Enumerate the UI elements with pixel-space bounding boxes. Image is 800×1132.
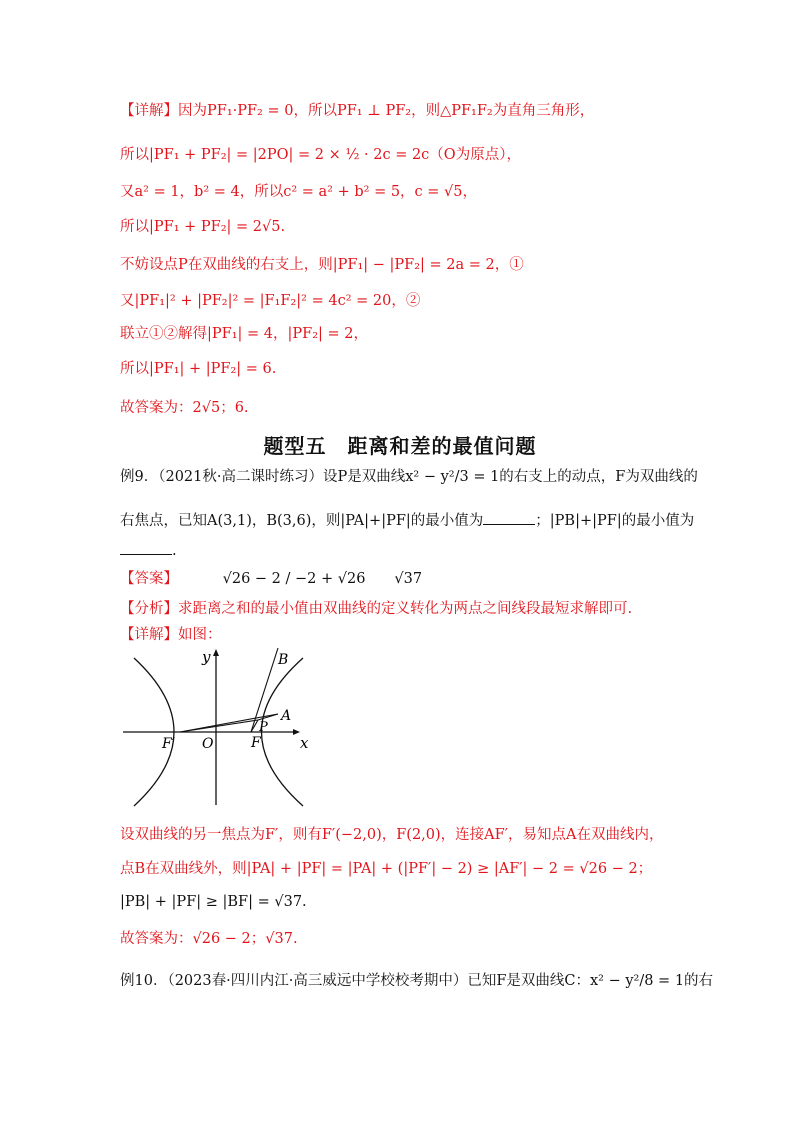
segment-fprime-p (180, 720, 258, 732)
ex9-sol-2: 点B在双曲线外，则|PA| + |PF| = |PA| + (|PF′| − 2) ≥ |AF′| − 2 = √26 − 2； (120, 861, 653, 877)
label-b: B (278, 652, 289, 668)
label-o: O (202, 736, 214, 752)
answer-line (120, 568, 422, 590)
answer-value: √26 − 2 / −2 + √26 √37 (222, 571, 423, 587)
s1-line-5: 不妨设点P在双曲线的右支上，则|PF₁| − |PF₂| = 2a = 2，① (120, 257, 524, 273)
section-heading: 题型五 距离和差的最值问题 (263, 434, 537, 458)
answer-blank-1 (483, 510, 535, 525)
ex9-line-1: 例9．（2021秋·高二课时练习）设P是双曲线x² − y²/3 = 1的右支上的动点，F为双曲线的 (120, 469, 698, 485)
s1-line-2: 所以|PF₁ + PF₂| = |2PO| = 2 × ½ · 2c = 2c（O为原点）， (120, 147, 521, 163)
answer-blank-2 (120, 540, 172, 555)
x-axis-arrow (293, 729, 300, 735)
y-axis-arrow (213, 649, 219, 656)
label-a: A (281, 708, 292, 724)
s1-line-8: 所以|PF₁| + |PF₂| = 6. (120, 361, 277, 377)
ex9-line-3-period: . (172, 543, 177, 559)
ex9-line-2b: ；|PB|+|PF|的最小值为 (535, 513, 695, 529)
detail-line: 【详解】如图： (120, 627, 222, 643)
hyperbola-figure (118, 640, 318, 810)
s1-line-4: 所以|PF₁ + PF₂| = 2√5. (120, 219, 286, 235)
s1-line-6: 又|PF₁|² + |PF₂|² = |F₁F₂|² = 4c² = 20，② (120, 293, 421, 309)
ex9-line-2 (120, 510, 694, 532)
answer-tag: 【答案】 (120, 571, 178, 587)
s1-line-1: 【详解】因为PF₁·PF₂ = 0，所以PF₁ ⊥ PF₂，则△PF₁F₂为直角三角形， (120, 103, 595, 119)
label-y: y (202, 648, 211, 666)
ex9-line-3 (120, 540, 177, 562)
s1-line-9: 故答案为：2√5；6. (120, 400, 249, 416)
s1-line-3: 又a² = 1，b² = 4，所以c² = a² + b² = 5，c = √5， (120, 184, 478, 200)
ex9-sol-1: 设双曲线的另一焦点为F′，则有F′(−2,0)，F(2,0)，连接AF′，易知点A在双曲线内， (120, 827, 664, 843)
analysis-line: 【分析】求距离之和的最小值由双曲线的定义转化为两点之间线段最短求解即可. (120, 601, 633, 617)
label-fprime: F′ (162, 736, 175, 752)
ex9-sol-3: |PB| + |PF| ≥ |BF| = √37. (120, 894, 307, 910)
label-p: P (259, 720, 268, 735)
ex9-sol-4: 故答案为：√26 − 2；√37. (120, 931, 298, 947)
ex10-line-1: 例10．（2023春·四川内江·高三威远中学校校考期中）已知F是双曲线C：x² − y²/8 = 1的右 (120, 973, 714, 989)
label-x: x (300, 734, 309, 752)
s1-line-7: 联立①②解得|PF₁| = 4，|PF₂| = 2， (120, 326, 368, 342)
label-f: F (251, 735, 261, 751)
ex9-line-2a: 右焦点，已知A(3,1)，B(3,6)，则|PA|+|PF|的最小值为 (120, 513, 484, 529)
